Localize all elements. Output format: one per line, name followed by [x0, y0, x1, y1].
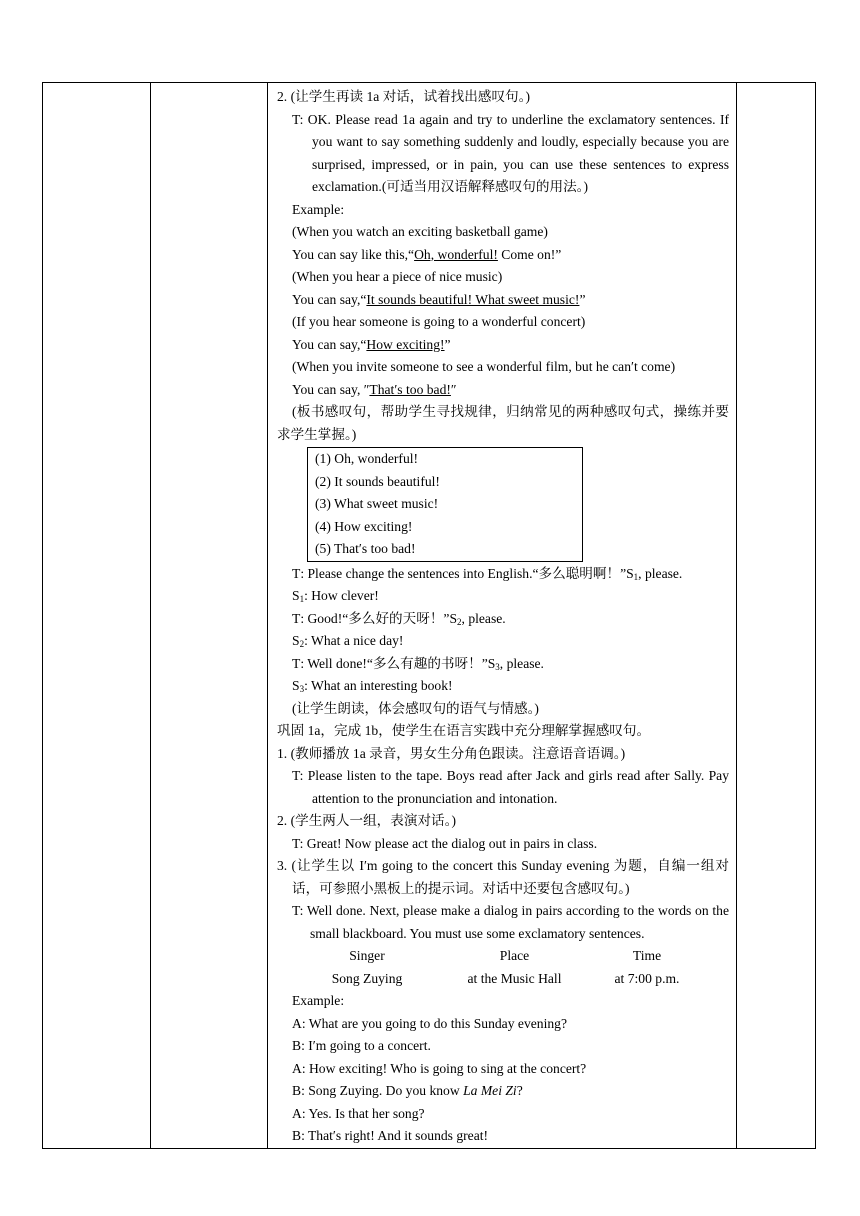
dialog-line: A: Yes. Is that her song?: [292, 1105, 425, 1121]
drill-line: T: Well done!“多么有趣的书呀！$”S_3$, please.: [292, 655, 544, 672]
examples-list: [277, 221, 729, 401]
underlined-exclamation: That′s too bad!: [369, 381, 451, 397]
drill-line: $S_2$: What a nice day!: [292, 633, 404, 649]
step2-title: 2. (让学生再读 1a 对话，试着找出感叹句。): [277, 89, 530, 104]
board-item: (1) Oh, wonderful!: [315, 451, 419, 466]
column-4-cell: [737, 83, 816, 1149]
consolidate-teacher-3: T: Well done. Next, please make a dialog in pairs according to the words on the small blackboard. You must use some exclamatory sentences.: [292, 903, 729, 941]
example-context: (When you hear a piece of nice music): [292, 269, 503, 284]
consolidate-heading: 巩固 1a，完成 1b，使学生在语言实践中充分理解掌握感叹句。: [277, 723, 651, 738]
hint-value-singer: Song Zuying: [331, 970, 403, 986]
board-item: (2) It sounds beautiful!: [315, 473, 440, 489]
board-note: (板书感叹句，帮助学生寻找规律，归纳常见的两种感叹句式，操练并要求学生掌握。): [277, 404, 729, 442]
read-note: (让学生朗读，体会感叹句的语气与情感。): [292, 700, 539, 716]
example-line: You can say,“How exciting!”: [292, 336, 451, 352]
board-item: (4) How exciting!: [315, 518, 413, 534]
drill-line: $S_3$: What an interesting book!: [292, 678, 453, 694]
consolidate-step-3: 3. (让学生以 I′m going to the concert this Sunday evening 为题，自编一组对话，可参照小黑板上的提示词。对话中还要包含感叹句。): [277, 858, 729, 896]
column-1-cell: [43, 83, 151, 1149]
example-context: (When you invite someone to see a wonderful film, but he can′t come): [292, 359, 676, 374]
drill-line: T: Please change the sentences into English.“多么聪明啊！$”S_1$, please.: [292, 565, 683, 582]
underlined-exclamation: How exciting!: [366, 336, 445, 352]
column-2-cell: [151, 83, 268, 1149]
underlined-exclamation: Oh, wonderful!: [414, 246, 498, 262]
table-row: [43, 83, 816, 1149]
example-label: Example:: [292, 201, 345, 217]
dialog-line: B: I′m going to a concert.: [292, 1038, 431, 1053]
example-line: You can say, ″That′s too bad!″: [292, 381, 457, 397]
example-context: (When you watch an exciting basketball game): [292, 224, 548, 239]
blackboard-box: [307, 447, 583, 562]
hint-value-place: at the Music Hall: [467, 970, 562, 986]
example-line: You can say,“It sounds beautiful! What sweet music!”: [292, 291, 586, 307]
teacher-intro: T: OK. Please read 1a again and try to underline the exclamatory sentences. If you want to say something suddenly and loudly, especially because you are surprised, impressed, or in pain, you can use these sentences to express exclamation.(可适当用汉语解释感叹句的用法。): [292, 111, 729, 194]
board-item: (3) What sweet music!: [315, 496, 439, 511]
content-body: [268, 83, 736, 1148]
hint-value-time: at 7:00 p.m.: [614, 970, 680, 986]
consolidate-step-2: 2. (学生两人一组，表演对话。): [277, 813, 456, 828]
consolidate-teacher-1: T: Please listen to the tape. Boys read after Jack and girls read after Sally. Pay attention to the pronunciation and intonation.: [292, 768, 729, 806]
dialog-line: B: That′s right! And it sounds great!: [292, 1128, 489, 1143]
hint-values: [277, 968, 729, 991]
board-item: (5) That′s too bad!: [315, 541, 416, 556]
drill-line: $S_1$: How clever!: [292, 588, 379, 604]
dialog-line: A: How exciting! Who is going to sing at the concert?: [292, 1060, 587, 1076]
dialog-line: B: Song Zuying. Do you know La Mei Zi?: [292, 1083, 523, 1098]
consolidate-step-1: 1. (教师播放 1a 录音，男女生分角色跟读。注意语音语调。): [277, 745, 626, 761]
hint-header-time: Time: [632, 948, 662, 963]
sample-dialog: [277, 1013, 729, 1148]
hint-header-singer: Singer: [349, 948, 385, 963]
content-cell: [268, 83, 737, 1149]
hint-headers: [277, 945, 729, 968]
underlined-exclamation: It sounds beautiful! What sweet music!: [366, 291, 580, 307]
lesson-plan-table: [42, 82, 816, 1149]
hint-header-place: Place: [499, 948, 530, 963]
example-line: You can say like this,“Oh, wonderful! Come on!”: [292, 246, 562, 262]
consolidate-teacher-2: T: Great! Now please act the dialog out in pairs in class.: [292, 835, 598, 851]
dialog-line: A: What are you going to do this Sunday evening?: [292, 1015, 567, 1031]
example-context: (If you hear someone is going to a wonderful concert): [292, 314, 586, 329]
drill-dialog: [277, 563, 729, 698]
example2-label: Example:: [292, 993, 345, 1008]
song-title: La Mei Zi: [463, 1083, 517, 1098]
drill-line: T: Good!“多么好的天呀！$”S_2$, please.: [292, 610, 506, 627]
